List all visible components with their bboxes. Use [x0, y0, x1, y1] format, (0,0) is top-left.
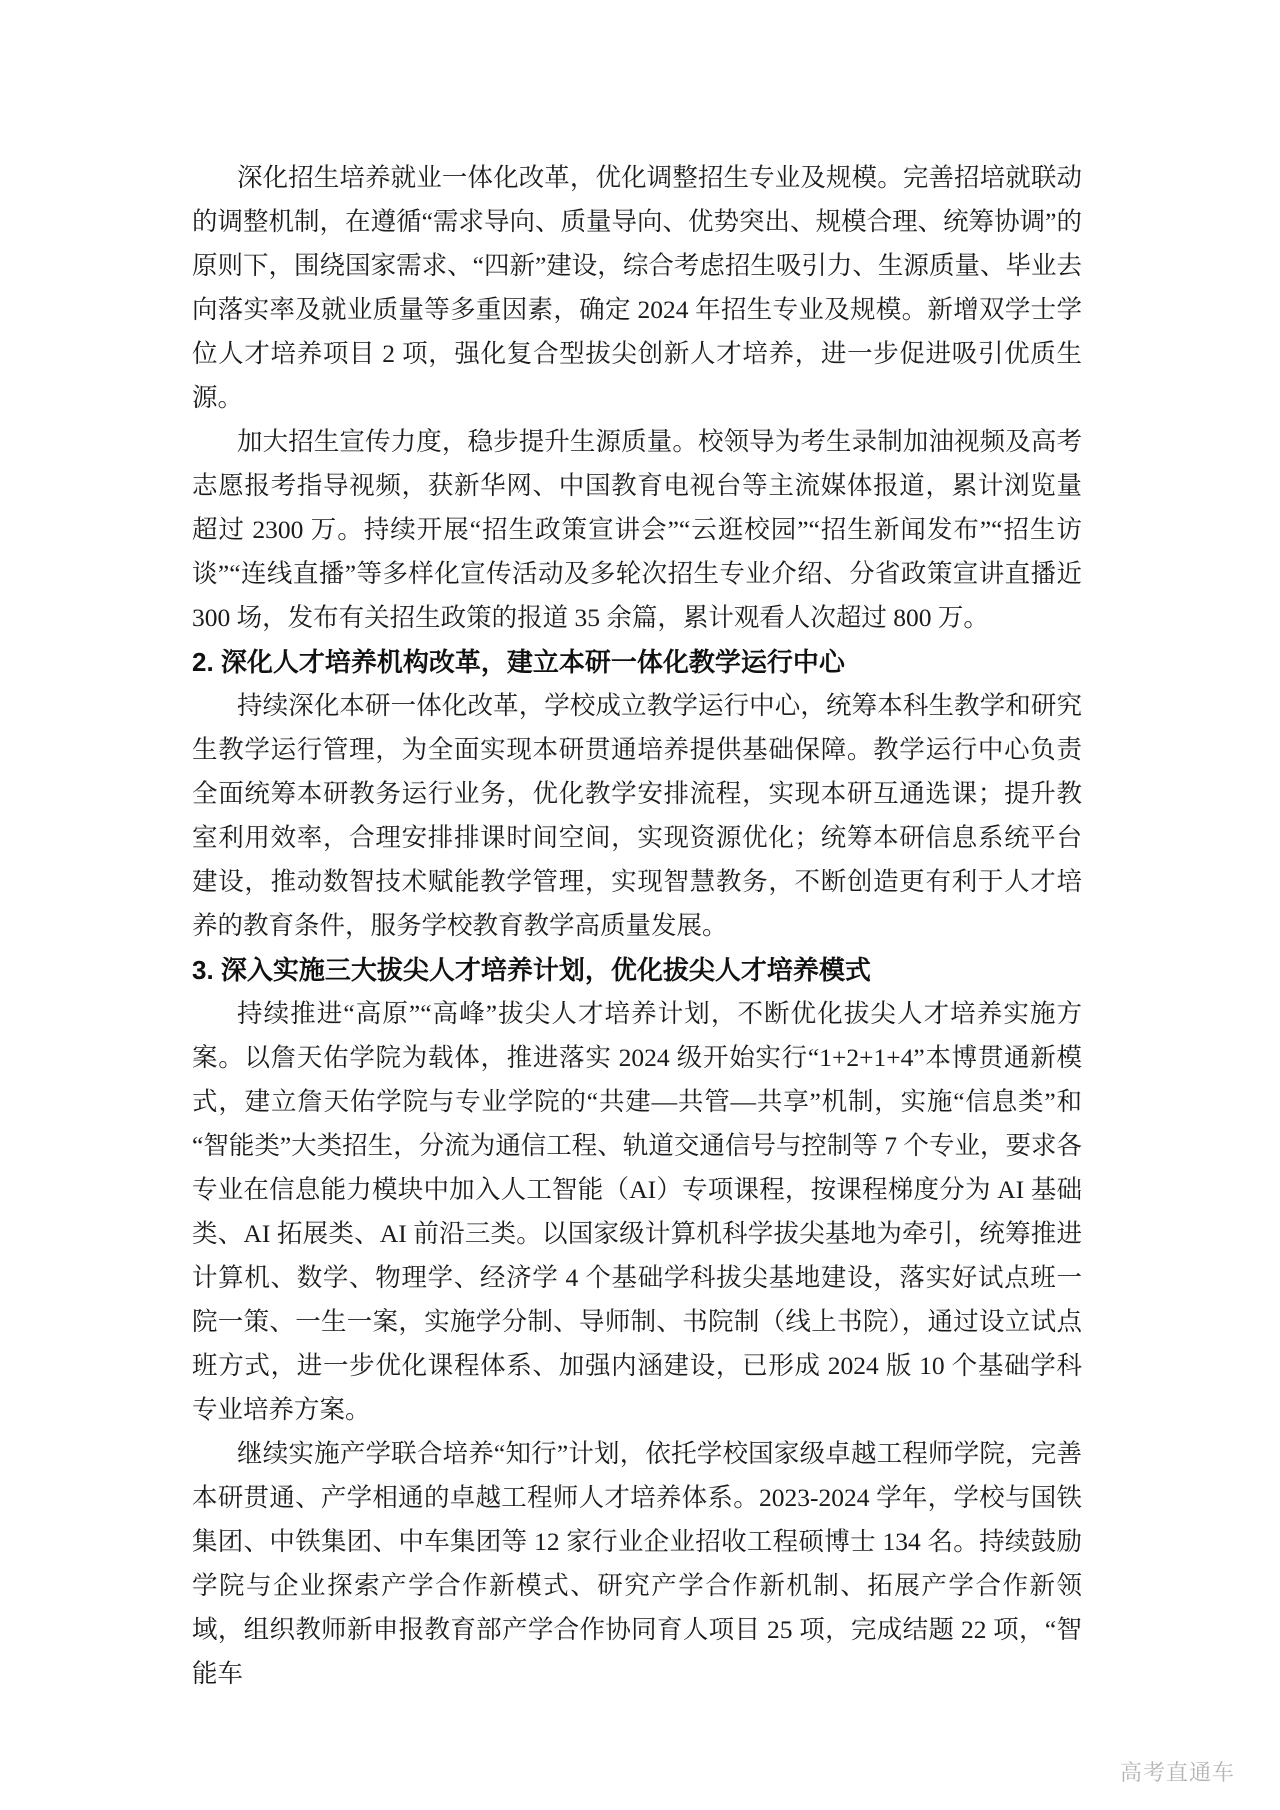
- document-content: [192, 156, 1082, 1696]
- section-heading: 2. 深化人才培养机构改革，建立本研一体化教学运行中心: [192, 647, 845, 677]
- section-heading: 3. 深入实施三大拔尖人才培养计划，优化拔尖人才培养模式: [192, 955, 871, 985]
- paragraph: 持续推进“高原”“高峰”拔尖人才培养计划，不断优化拔尖人才培养实施方案。以詹天佑学院为载体，推进落实 2024 级开始实行“1+2+1+4”本博贯通新模式，建立詹天佑学院与专业学院的“共建—共管—共享”机制，实施“信息类”和“智能类”大类招生，分流为通信工程、轨道交通信号与控制等 7 个专业，要求各专业在信息能力模块中加入人工智能（AI）专项课程，按课程梯度分为 AI 基础类、AI 拓展类、AI 前沿三类。以国家级计算机科学拔尖基地为牵引，统筹推进计算机、数学、物理学、经济学 4 个基础学科拔尖基地建设，落实好试点班一院一策、一生一案，实施学分制、导师制、书院制（线上书院），通过设立试点班方式，进一步优化课程体系、加强内涵建设，已形成 2024 版 10 个基础学科专业培养方案。: [192, 999, 1082, 1424]
- paragraph: 继续实施产学联合培养“知行”计划，依托学校国家级卓越工程师学院，完善本研贯通、产学相通的卓越工程师人才培养体系。2023-2024 学年，学校与国铁集团、中铁集团、中车集团等 12 家行业企业招收工程硕博士 134 名。持续鼓励学院与企业探索产学合作新模式、研究产学合作新机制、拓展产学合作新领域，组织教师新申报教育部产学合作协同育人项目 25 项，完成结题 22 项，“智能车: [192, 1439, 1082, 1688]
- watermark: 高考直通车: [1119, 1760, 1235, 1785]
- paragraph: 深化招生培养就业一体化改革，优化调整招生专业及规模。完善招培就联动的调整机制，在遵循“需求导向、质量导向、优势突出、规模合理、统筹协调”的原则下，围绕国家需求、“四新”建设，综合考虑招生吸引力、生源质量、毕业去向落实率及就业质量等多重因素，确定 2024 年招生专业及规模。新增双学士学位人才培养项目 2 项，强化复合型拔尖创新人才培养，进一步促进吸引优质生源。: [192, 163, 1082, 412]
- paragraph: 持续深化本研一体化改革，学校成立教学运行中心，统筹本科生教学和研究生教学运行管理，为全面实现本研贯通培养提供基础保障。教学运行中心负责全面统筹本研教务运行业务，优化教学安排流程，实现本研互通选课；提升教室利用效率，合理安排排课时间空间，实现资源优化；统筹本研信息系统平台建设，推动数智技术赋能教学管理，实现智慧教务，不断创造更有利于人才培养的教育条件，服务学校教育教学高质量发展。: [192, 691, 1082, 940]
- paragraph: 加大招生宣传力度，稳步提升生源质量。校领导为考生录制加油视频及高考志愿报考指导视频，获新华网、中国教育电视台等主流媒体报道，累计浏览量超过 2300 万。持续开展“招生政策宣讲会”“云逛校园”“招生新闻发布”“招生访谈”“连线直播”等多样化宣传活动及多轮次招生专业介绍、分省政策宣讲直播近 300 场，发布有关招生政策的报道 35 余篇，累计观看人次超过 800 万。: [192, 427, 1082, 632]
